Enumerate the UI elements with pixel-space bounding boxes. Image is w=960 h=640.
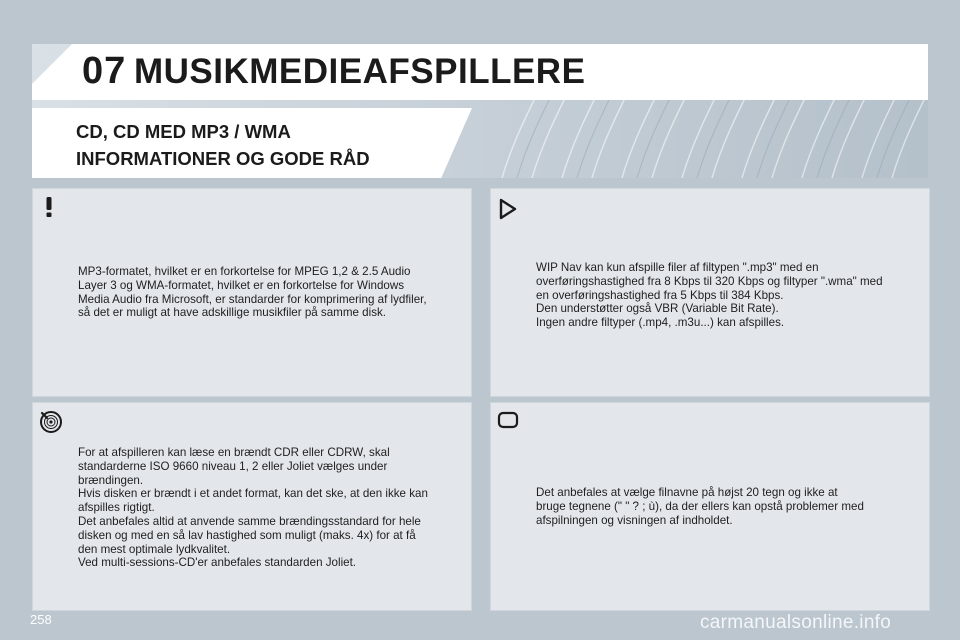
panel-text-file-names: Det anbefales at vælge filnavne på højst 20 tegn og ikke at bruge tegnene (" " ? ; ù), da der ellers kan opstå problemer med afspilningen og visningen af indholdet. — [536, 486, 864, 527]
chapter-title: MUSIKMEDIEAFSPILLERE — [134, 52, 586, 91]
disc-icon — [39, 410, 63, 434]
section-title: CD, CD MED MP3 / WMA INFORMATIONER OG GODE RÅD — [76, 121, 370, 169]
panel-text-file-types: WIP Nav kan kun afspille filer af filtypen ".mp3" med en overføringshastighed fra 8 Kbps til 320 Kbps og filtyper ".wma" med en overføringshastighed fra 5 Kbps til 384 Kbps. Den understøtter også VBR (Variable Bit Rate). Ingen andre filtyper (.mp4, .m3u...) kan afspilles. — [536, 261, 883, 330]
exclamation-icon — [40, 196, 58, 218]
play-triangle-icon — [498, 198, 518, 220]
panel-text-cd-burning: For at afspilleren kan læse en brændt CDR eller CDRW, skal standarderne ISO 9660 niveau 1, 2 eller Joliet vælges under brændingen. Hvis disken er brændt i et andet format, kan det ske, at den ikke kan afspilles rigtigt. Det anbefales altid at anvende samme brændingsstandard for hele disken og med en så lav hastighed som muligt (maks. 4x) for at få den mest optimale lydkvalitet. Ved multi-sessions-CD'er anbefales standarden Joliet. — [78, 446, 428, 570]
panel-text-mp3-format: MP3-formatet, hvilket er en forkortelse for MPEG 1,2 & 2.5 Audio Layer 3 og WMA-formatet, hvilket er en forkortelse for Windows Media Audio fra Microsoft, er standarder for komprimering af lydfiler, så det er muligt at have adskillige musikfiler på samme disk. — [78, 265, 427, 320]
chapter-number: 07 — [82, 50, 127, 92]
page-number: 258 — [30, 612, 52, 627]
rounded-rectangle-icon — [497, 411, 519, 429]
watermark: carmanualsonline.info — [700, 612, 892, 633]
